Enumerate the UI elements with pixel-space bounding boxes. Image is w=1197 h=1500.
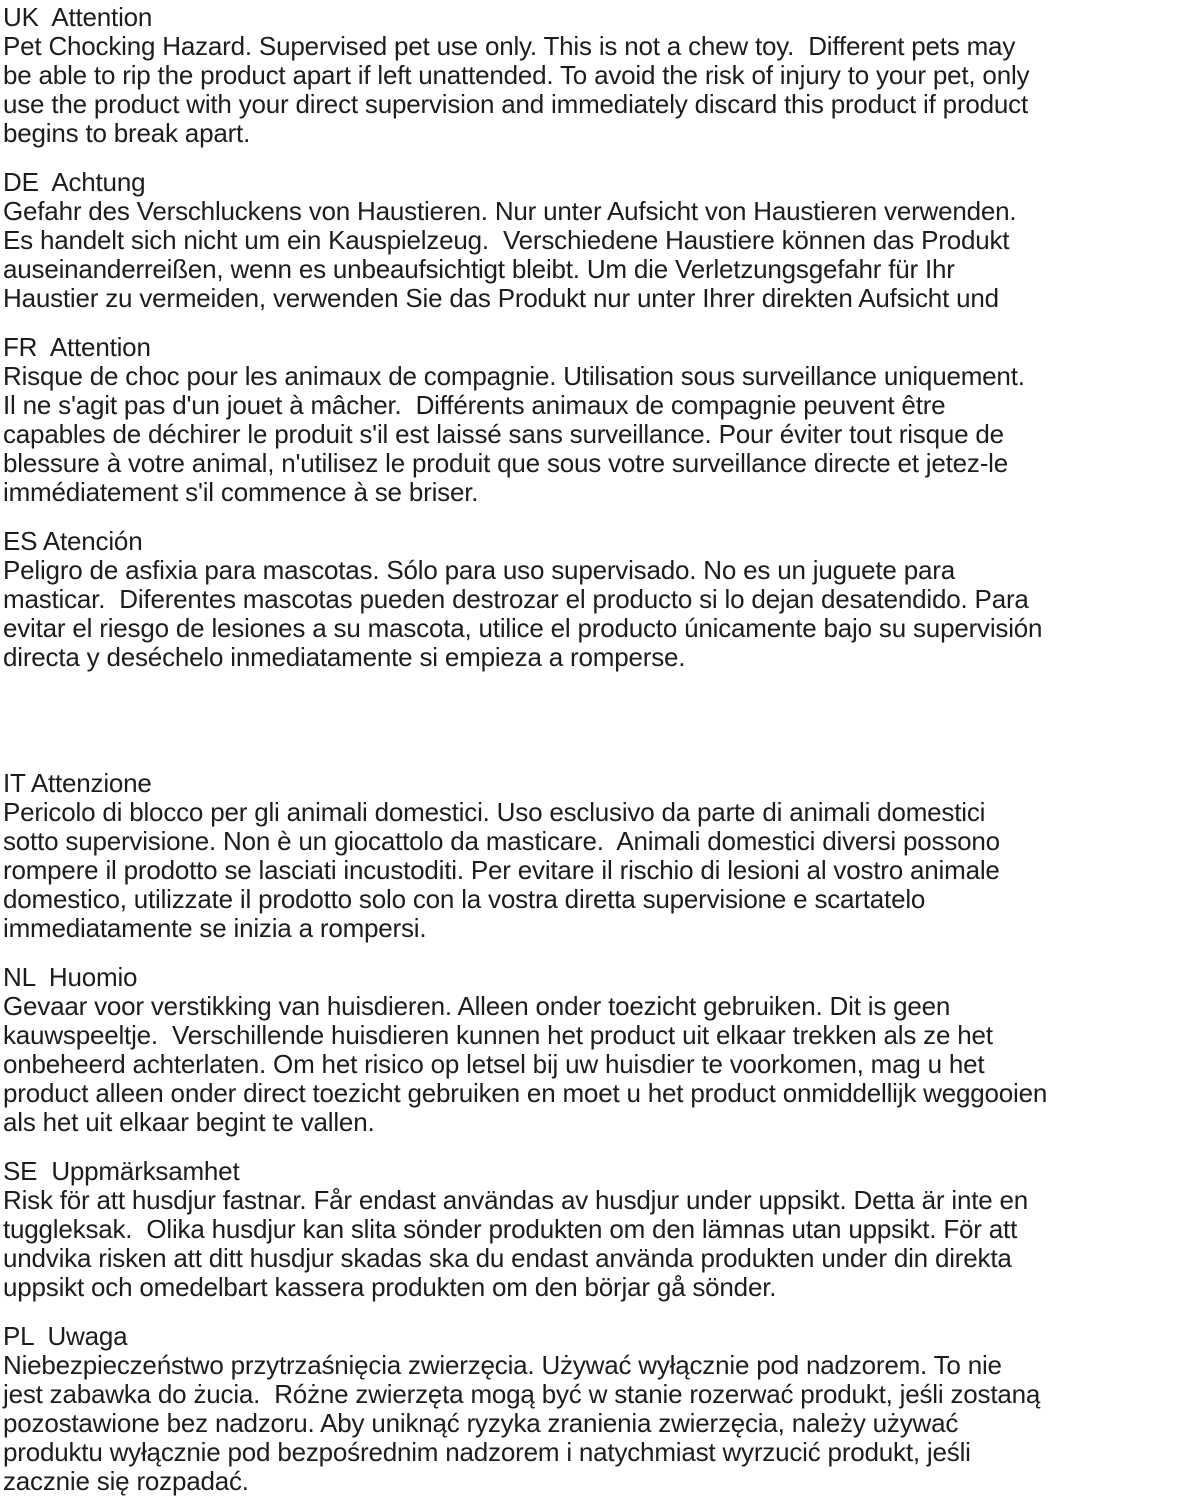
text-line: pozostawione bez nadzoru. Aby uniknąć ryzyka zranienia zwierzęcia, należy używać bbox=[3, 1408, 959, 1438]
section-heading-fr: FR Attention bbox=[3, 332, 151, 362]
section-heading-se: SE Uppmärksamhet bbox=[3, 1156, 240, 1186]
warning-section-uk bbox=[3, 3, 1195, 148]
text-line: sotto supervisione. Non è un giocattolo da masticare. Animali domestici diversi possono bbox=[3, 826, 1000, 856]
text-line: Risk för att husdjur fastnar. Får endast användas av husdjur under uppsikt. Detta är inte en bbox=[3, 1185, 1029, 1215]
multilingual-warning-document bbox=[3, 3, 1195, 1496]
text-line: auseinanderreißen, wenn es unbeaufsichtigt bleibt. Um die Verletzungsgefahr für Ihr bbox=[3, 254, 955, 284]
section-heading-it: IT Attenzione bbox=[3, 768, 152, 798]
section-heading-de: DE Achtung bbox=[3, 167, 146, 197]
text-line: masticar. Diferentes mascotas pueden destrozar el producto si lo dejan desatendido. Para bbox=[3, 584, 1029, 614]
text-line: Haustier zu vermeiden, verwenden Sie das Produkt nur unter Ihrer direkten Aufsicht und bbox=[3, 283, 999, 313]
text-line: undvika risken att ditt husdjur skadas ska du endast använda produkten under din direkta bbox=[3, 1243, 1012, 1273]
text-line: directa y deséchelo inmediatamente si empieza a romperse. bbox=[3, 642, 686, 672]
warning-section-it bbox=[3, 769, 1195, 943]
section-heading-nl: NL Huomio bbox=[3, 962, 138, 992]
section-heading-es: ES Atención bbox=[3, 526, 143, 556]
text-line: Il ne s'agit pas d'un jouet à mâcher. Différents animaux de compagnie peuvent être bbox=[3, 390, 946, 420]
text-line: product alleen onder direct toezicht gebruiken en moet u het product onmiddellijk weggooien bbox=[3, 1078, 1048, 1108]
text-line: begins to break apart. bbox=[3, 118, 251, 148]
text-line: rompere il prodotto se lasciati incustoditi. Per evitare il rischio di lesioni al vostro animale bbox=[3, 855, 1000, 885]
text-line: Pet Chocking Hazard. Supervised pet use only. This is not a chew toy. Different pets may bbox=[3, 31, 1016, 61]
text-line: be able to rip the product apart if left unattended. To avoid the risk of injury to your pet, only bbox=[3, 60, 1030, 90]
text-line: Es handelt sich nicht um ein Kauspielzeug. Verschiedene Haustiere können das Produkt bbox=[3, 225, 1010, 255]
warning-section-fr bbox=[3, 333, 1195, 507]
warning-section-es bbox=[3, 527, 1195, 672]
warning-section-nl bbox=[3, 963, 1195, 1137]
text-line: Gefahr des Verschluckens von Haustieren. Nur unter Aufsicht von Haustieren verwenden. bbox=[3, 196, 1017, 226]
warning-section-se bbox=[3, 1157, 1195, 1302]
text-line: als het uit elkaar begint te vallen. bbox=[3, 1107, 375, 1137]
text-line: Gevaar voor verstikking van huisdieren. Alleen onder toezicht gebruiken. Dit is geen bbox=[3, 991, 951, 1021]
text-line: onbeheerd achterlaten. Om het risico op letsel bij uw huisdier te voorkomen, mag u het bbox=[3, 1049, 985, 1079]
warning-section-pl bbox=[3, 1322, 1195, 1496]
text-line: Niebezpieczeństwo przytrzaśnięcia zwierzęcia. Używać wyłącznie pod nadzorem. To nie bbox=[3, 1350, 1002, 1380]
text-line: capables de déchirer le produit s'il est laissé sans surveillance. Pour éviter tout risque de bbox=[3, 419, 1004, 449]
text-line: immédiatement s'il commence à se briser. bbox=[3, 477, 479, 507]
text-line: use the product with your direct supervision and immediately discard this product if product bbox=[3, 89, 1029, 119]
text-line: domestico, utilizzate il prodotto solo con la vostra diretta supervisione e scartatelo bbox=[3, 884, 926, 914]
text-line: evitar el riesgo de lesiones a su mascota, utilice el producto únicamente bajo su supervisión bbox=[3, 613, 1043, 643]
text-line: kauwspeeltje. Verschillende huisdieren kunnen het product uit elkaar trekken als ze het bbox=[3, 1020, 993, 1050]
text-line: uppsikt och omedelbart kassera produkten om den börjar gå sönder. bbox=[3, 1272, 777, 1302]
text-line: Risque de choc pour les animaux de compagnie. Utilisation sous surveillance uniquement. bbox=[3, 361, 1025, 391]
text-line: jest zabawka do żucia. Różne zwierzęta mogą być w stanie rozerwać produkt, jeśli zostaną bbox=[3, 1379, 1041, 1409]
text-line: Pericolo di blocco per gli animali domestici. Uso esclusivo da parte di animali domestici bbox=[3, 797, 986, 827]
warning-section-de bbox=[3, 168, 1195, 313]
text-line: zacznie się rozpadać. bbox=[3, 1466, 249, 1496]
text-line: blessure à votre animal, n'utilisez le produit que sous votre surveillance directe et jetez-le bbox=[3, 448, 1009, 478]
text-line: immediatamente se inizia a rompersi. bbox=[3, 913, 427, 943]
text-line: Peligro de asfixia para mascotas. Sólo para uso supervisado. No es un juguete para bbox=[3, 555, 955, 585]
section-heading-uk: UK Attention bbox=[3, 2, 153, 32]
text-line: produktu wyłącznie pod bezpośrednim nadzorem i natychmiast wyrzucić produkt, jeśli bbox=[3, 1437, 971, 1467]
text-line: tuggleksak. Olika husdjur kan slita sönder produkten om den lämnas utan uppsikt. För att bbox=[3, 1214, 1018, 1244]
section-heading-pl: PL Uwaga bbox=[3, 1321, 128, 1351]
